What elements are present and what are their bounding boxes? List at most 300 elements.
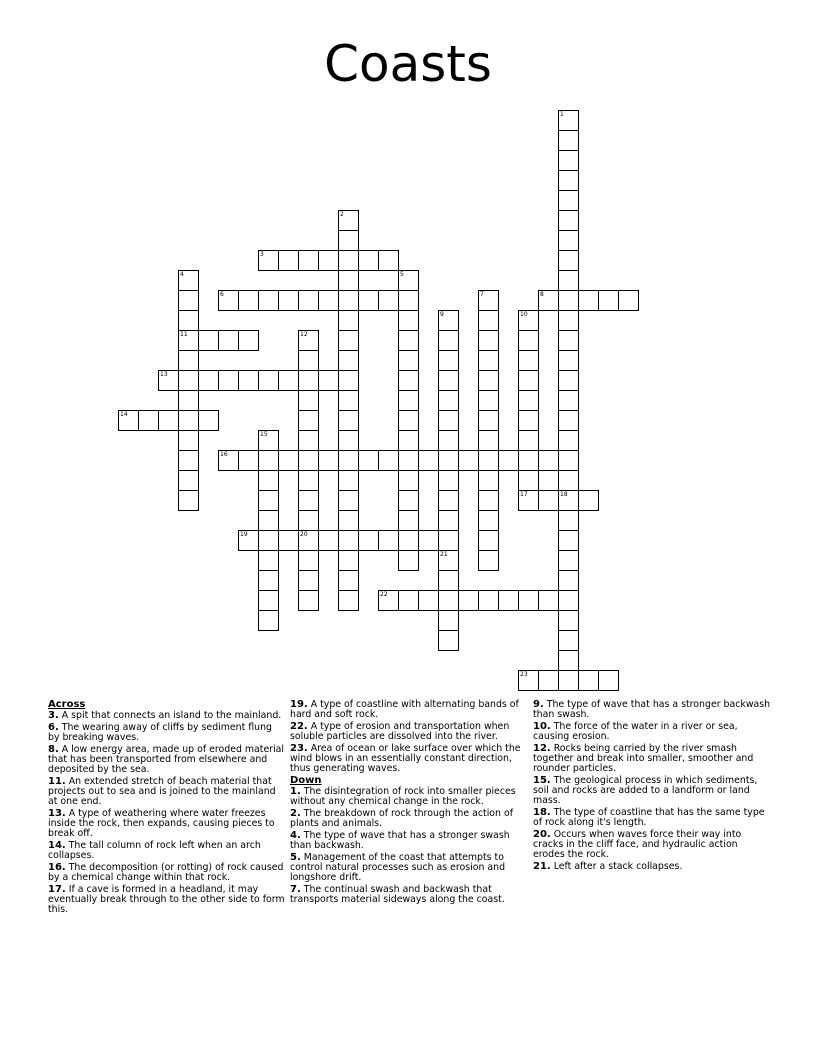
grid-cell[interactable] bbox=[438, 330, 459, 351]
grid-cell[interactable] bbox=[518, 670, 539, 691]
grid-cell[interactable] bbox=[298, 250, 319, 271]
grid-cell[interactable] bbox=[318, 370, 339, 391]
down-clue bbox=[533, 776, 771, 806]
down-clue bbox=[290, 809, 528, 829]
clue-text: The tall column of rock left when an arch collapses. bbox=[48, 840, 261, 861]
grid-cell[interactable] bbox=[218, 450, 239, 471]
grid-cell[interactable] bbox=[158, 410, 179, 431]
across-clue bbox=[290, 700, 528, 720]
grid-cell[interactable] bbox=[358, 450, 379, 471]
grid-cell[interactable] bbox=[338, 210, 359, 231]
grid-cell[interactable] bbox=[558, 310, 579, 331]
clues-column-3 bbox=[533, 700, 771, 874]
grid-cell[interactable] bbox=[478, 530, 499, 551]
grid-cell[interactable] bbox=[558, 210, 579, 231]
grid-cell[interactable] bbox=[338, 570, 359, 591]
clue-number: 6. bbox=[48, 722, 59, 733]
grid-cell[interactable] bbox=[338, 430, 359, 451]
down-clue bbox=[290, 831, 528, 851]
grid-cell[interactable] bbox=[218, 330, 239, 351]
grid-cell[interactable] bbox=[478, 410, 499, 431]
grid-cell[interactable] bbox=[518, 350, 539, 371]
grid-cell[interactable] bbox=[238, 450, 259, 471]
grid-cell[interactable] bbox=[298, 370, 319, 391]
grid-cell[interactable] bbox=[358, 530, 379, 551]
clue-text: A type of weathering where water freezes inside the rock, then expands, causing pieces to break off. bbox=[48, 808, 275, 839]
clue-number: 15. bbox=[533, 775, 551, 786]
grid-cell[interactable] bbox=[198, 410, 219, 431]
grid-cell[interactable] bbox=[438, 310, 459, 331]
across-clue bbox=[48, 711, 286, 721]
grid-cell[interactable] bbox=[538, 590, 559, 611]
grid-cell[interactable] bbox=[558, 510, 579, 531]
grid-cell[interactable] bbox=[258, 610, 279, 631]
clue-number: 5 bbox=[400, 271, 404, 278]
grid-cell[interactable] bbox=[558, 590, 579, 611]
clue-number: 17. bbox=[48, 884, 66, 895]
grid-cell[interactable] bbox=[318, 250, 339, 271]
grid-cell[interactable] bbox=[438, 350, 459, 371]
grid-cell[interactable] bbox=[518, 470, 539, 491]
grid-cell[interactable] bbox=[338, 330, 359, 351]
clue-text: An extended stretch of beach material that projects out to sea and is joined to the mainland at one end. bbox=[48, 776, 276, 807]
across-clue bbox=[48, 863, 286, 883]
grid-cell[interactable] bbox=[298, 530, 319, 551]
grid-cell[interactable] bbox=[478, 470, 499, 491]
grid-cell[interactable] bbox=[598, 290, 619, 311]
across-clue bbox=[48, 809, 286, 839]
grid-cell[interactable] bbox=[558, 470, 579, 491]
grid-cell[interactable] bbox=[578, 670, 599, 691]
clue-text: The type of wave that has a stronger backwash than swash. bbox=[533, 699, 771, 720]
grid-cell[interactable] bbox=[178, 290, 199, 311]
clue-number: 12 bbox=[300, 331, 308, 338]
grid-cell[interactable] bbox=[238, 290, 259, 311]
down-clue-list-part-1 bbox=[290, 787, 528, 905]
grid-cell[interactable] bbox=[558, 570, 579, 591]
clue-number: 4. bbox=[290, 830, 301, 841]
grid-cell[interactable] bbox=[158, 370, 179, 391]
grid-cell[interactable] bbox=[258, 530, 279, 551]
grid-cell[interactable] bbox=[358, 250, 379, 271]
grid-cell[interactable] bbox=[338, 590, 359, 611]
grid-cell[interactable] bbox=[338, 350, 359, 371]
grid-cell[interactable] bbox=[178, 310, 199, 331]
grid-cell[interactable] bbox=[238, 530, 259, 551]
grid-cell[interactable] bbox=[258, 490, 279, 511]
grid-cell[interactable] bbox=[558, 290, 579, 311]
grid-cell[interactable] bbox=[518, 310, 539, 331]
grid-cell[interactable] bbox=[278, 530, 299, 551]
grid-cell[interactable] bbox=[538, 670, 559, 691]
clue-number: 2 bbox=[340, 211, 344, 218]
grid-cell[interactable] bbox=[258, 470, 279, 491]
grid-cell[interactable] bbox=[198, 370, 219, 391]
across-clue bbox=[290, 744, 528, 774]
grid-cell[interactable] bbox=[298, 330, 319, 351]
across-clue bbox=[48, 885, 286, 915]
grid-cell[interactable] bbox=[338, 450, 359, 471]
clues-column-1 bbox=[48, 700, 286, 917]
grid-cell[interactable] bbox=[298, 550, 319, 571]
grid-cell[interactable] bbox=[558, 110, 579, 131]
grid-cell[interactable] bbox=[398, 470, 419, 491]
grid-cell[interactable] bbox=[258, 570, 279, 591]
clue-text: Rocks being carried by the river smash together and break into smaller, smoother and rounder particles. bbox=[533, 743, 754, 774]
grid-cell[interactable] bbox=[378, 590, 399, 611]
clue-text: Management of the coast that attempts to control natural processes such as erosion and longshore drift. bbox=[290, 852, 506, 883]
puzzle-title: Coasts bbox=[324, 35, 492, 93]
clue-text: A type of erosion and transportation when soluble particles are dissolved into the river. bbox=[290, 721, 510, 742]
grid-cell[interactable] bbox=[398, 510, 419, 531]
clue-text: The decomposition (or rotting) of rock caused by a chemical change within that rock. bbox=[48, 862, 284, 883]
grid-cell[interactable] bbox=[298, 490, 319, 511]
clue-number: 18 bbox=[560, 491, 568, 498]
clue-number: 23 bbox=[520, 671, 528, 678]
grid-cell[interactable] bbox=[558, 330, 579, 351]
grid-cell[interactable] bbox=[558, 230, 579, 251]
grid-cell[interactable] bbox=[558, 530, 579, 551]
clue-number: 20 bbox=[300, 531, 308, 538]
grid-cell[interactable] bbox=[438, 410, 459, 431]
grid-cell[interactable] bbox=[438, 490, 459, 511]
clue-number: 19 bbox=[240, 531, 248, 538]
grid-cell[interactable] bbox=[518, 430, 539, 451]
grid-cell[interactable] bbox=[478, 590, 499, 611]
grid-cell[interactable] bbox=[438, 390, 459, 411]
clue-text: The type of coastline that has the same type of rock along it's length. bbox=[533, 807, 765, 828]
grid-cell[interactable] bbox=[278, 290, 299, 311]
grid-cell[interactable] bbox=[178, 350, 199, 371]
clue-number: 6 bbox=[220, 291, 224, 298]
grid-cell[interactable] bbox=[338, 470, 359, 491]
grid-cell[interactable] bbox=[258, 550, 279, 571]
clue-number: 22 bbox=[380, 591, 388, 598]
across-clue-list-part-1 bbox=[48, 711, 286, 915]
grid-cell[interactable] bbox=[398, 290, 419, 311]
grid-cell[interactable] bbox=[178, 450, 199, 471]
clue-number: 14. bbox=[48, 840, 66, 851]
clue-number: 16 bbox=[220, 451, 228, 458]
grid-cell[interactable] bbox=[298, 510, 319, 531]
clue-text: Area of ocean or lake surface over which the wind blows in an essentially constant direction, thus generating waves. bbox=[290, 743, 521, 774]
grid-cell[interactable] bbox=[278, 450, 299, 471]
grid-cell[interactable] bbox=[338, 250, 359, 271]
grid-cell[interactable] bbox=[258, 510, 279, 531]
clue-number: 13 bbox=[160, 371, 168, 378]
grid-cell[interactable] bbox=[438, 430, 459, 451]
grid-cell[interactable] bbox=[558, 390, 579, 411]
clue-number: 11 bbox=[180, 331, 188, 338]
grid-cell[interactable] bbox=[478, 430, 499, 451]
clue-number: 23. bbox=[290, 743, 308, 754]
grid-cell[interactable] bbox=[338, 510, 359, 531]
clue-number: 1. bbox=[290, 786, 301, 797]
grid-cell[interactable] bbox=[558, 170, 579, 191]
grid-cell[interactable] bbox=[398, 270, 419, 291]
grid-cell[interactable] bbox=[238, 330, 259, 351]
grid-cell[interactable] bbox=[338, 270, 359, 291]
grid-cell[interactable] bbox=[298, 590, 319, 611]
grid-cell[interactable] bbox=[338, 530, 359, 551]
grid-cell[interactable] bbox=[398, 550, 419, 571]
grid-cell[interactable] bbox=[478, 350, 499, 371]
grid-cell[interactable] bbox=[238, 370, 259, 391]
across-heading: Across bbox=[48, 699, 86, 710]
grid-cell[interactable] bbox=[298, 430, 319, 451]
clue-number: 7 bbox=[480, 291, 484, 298]
across-clue bbox=[290, 722, 528, 742]
clue-number: 1 bbox=[560, 111, 564, 118]
grid-cell[interactable] bbox=[438, 550, 459, 571]
grid-cell[interactable] bbox=[338, 290, 359, 311]
clue-number: 13. bbox=[48, 808, 66, 819]
grid-cell[interactable] bbox=[398, 450, 419, 471]
grid-cell[interactable] bbox=[518, 490, 539, 511]
grid-cell[interactable] bbox=[438, 630, 459, 651]
grid-cell[interactable] bbox=[618, 290, 639, 311]
grid-cell[interactable] bbox=[478, 310, 499, 331]
grid-cell[interactable] bbox=[338, 550, 359, 571]
down-heading: Down bbox=[290, 775, 322, 786]
grid-cell[interactable] bbox=[398, 390, 419, 411]
clue-number: 3 bbox=[260, 251, 264, 258]
clue-number: 5. bbox=[290, 852, 301, 863]
grid-cell[interactable] bbox=[318, 290, 339, 311]
grid-cell[interactable] bbox=[558, 250, 579, 271]
grid-cell[interactable] bbox=[458, 450, 479, 471]
grid-cell[interactable] bbox=[478, 290, 499, 311]
down-clue bbox=[290, 853, 528, 883]
down-clue-list-part-2 bbox=[533, 700, 771, 872]
grid-cell[interactable] bbox=[558, 270, 579, 291]
grid-cell[interactable] bbox=[178, 330, 199, 351]
clue-text: The type of wave that has a stronger swash than backwash. bbox=[290, 830, 510, 851]
grid-cell[interactable] bbox=[578, 290, 599, 311]
down-clue bbox=[533, 830, 771, 860]
across-clue bbox=[48, 745, 286, 775]
grid-cell[interactable] bbox=[338, 390, 359, 411]
grid-cell[interactable] bbox=[558, 630, 579, 651]
grid-cell[interactable] bbox=[298, 570, 319, 591]
grid-cell[interactable] bbox=[438, 610, 459, 631]
clues-column-2 bbox=[290, 700, 528, 907]
grid-cell[interactable] bbox=[178, 410, 199, 431]
clue-number: 14 bbox=[120, 411, 128, 418]
grid-cell[interactable] bbox=[178, 370, 199, 391]
grid-cell[interactable] bbox=[298, 350, 319, 371]
grid-cell[interactable] bbox=[258, 450, 279, 471]
across-clue bbox=[48, 841, 286, 861]
grid-cell[interactable] bbox=[558, 190, 579, 211]
grid-cell[interactable] bbox=[258, 370, 279, 391]
grid-cell[interactable] bbox=[418, 530, 439, 551]
clue-number: 11. bbox=[48, 776, 66, 787]
grid-cell[interactable] bbox=[318, 530, 339, 551]
grid-cell[interactable] bbox=[558, 150, 579, 171]
grid-cell[interactable] bbox=[258, 250, 279, 271]
down-clue bbox=[290, 885, 528, 905]
grid-cell[interactable] bbox=[178, 470, 199, 491]
clue-number: 19. bbox=[290, 699, 308, 710]
grid-cell[interactable] bbox=[398, 330, 419, 351]
clue-text: The geological process in which sediments, soil and rocks are added to a landform or land mass. bbox=[533, 775, 758, 806]
clue-number: 3. bbox=[48, 710, 59, 721]
grid-cell[interactable] bbox=[478, 490, 499, 511]
grid-cell[interactable] bbox=[378, 290, 399, 311]
clue-text: A spit that connects an island to the mainland. bbox=[58, 710, 282, 721]
clue-number: 10 bbox=[520, 311, 528, 318]
grid-cell[interactable] bbox=[418, 450, 439, 471]
clue-number: 9. bbox=[533, 699, 544, 710]
grid-cell[interactable] bbox=[498, 590, 519, 611]
grid-cell[interactable] bbox=[538, 450, 559, 471]
grid-cell[interactable] bbox=[178, 430, 199, 451]
grid-cell[interactable] bbox=[458, 590, 479, 611]
clue-number: 7. bbox=[290, 884, 301, 895]
clue-text: Occurs when waves force their way into cracks in the cliff face, and hydraulic action erodes the rock. bbox=[533, 829, 742, 860]
clue-number: 20. bbox=[533, 829, 551, 840]
grid-cell[interactable] bbox=[278, 370, 299, 391]
grid-cell[interactable] bbox=[498, 450, 519, 471]
clue-text: The breakdown of rock through the action of plants and animals. bbox=[290, 808, 513, 829]
grid-cell[interactable] bbox=[518, 330, 539, 351]
grid-cell[interactable] bbox=[438, 370, 459, 391]
grid-cell[interactable] bbox=[558, 370, 579, 391]
clue-text: The disintegration of rock into smaller pieces without any chemical change in the rock. bbox=[290, 786, 516, 807]
grid-cell[interactable] bbox=[438, 510, 459, 531]
grid-cell[interactable] bbox=[338, 310, 359, 331]
grid-cell[interactable] bbox=[178, 270, 199, 291]
grid-cell[interactable] bbox=[478, 450, 499, 471]
grid-cell[interactable] bbox=[258, 430, 279, 451]
grid-cell[interactable] bbox=[558, 650, 579, 671]
grid-cell[interactable] bbox=[298, 290, 319, 311]
grid-cell[interactable] bbox=[298, 450, 319, 471]
clue-number: 22. bbox=[290, 721, 308, 732]
grid-cell[interactable] bbox=[338, 370, 359, 391]
down-clue bbox=[533, 700, 771, 720]
grid-cell[interactable] bbox=[398, 530, 419, 551]
down-clue bbox=[533, 722, 771, 742]
down-clue bbox=[290, 787, 528, 807]
clue-number: 21 bbox=[440, 551, 448, 558]
grid-cell[interactable] bbox=[398, 590, 419, 611]
grid-cell[interactable] bbox=[338, 410, 359, 431]
grid-cell[interactable] bbox=[438, 570, 459, 591]
clue-text: Left after a stack collapses. bbox=[550, 861, 683, 872]
clue-number: 2. bbox=[290, 808, 301, 819]
grid-cell[interactable] bbox=[358, 290, 379, 311]
clue-number: 15 bbox=[260, 431, 268, 438]
grid-cell[interactable] bbox=[398, 350, 419, 371]
grid-cell[interactable] bbox=[518, 410, 539, 431]
grid-cell[interactable] bbox=[398, 430, 419, 451]
grid-cell[interactable] bbox=[478, 370, 499, 391]
grid-cell[interactable] bbox=[338, 490, 359, 511]
clue-text: The force of the water in a river or sea, causing erosion. bbox=[533, 721, 738, 742]
grid-cell[interactable] bbox=[258, 290, 279, 311]
grid-cell[interactable] bbox=[318, 450, 339, 471]
grid-cell[interactable] bbox=[558, 130, 579, 151]
grid-cell[interactable] bbox=[558, 610, 579, 631]
grid-cell[interactable] bbox=[598, 670, 619, 691]
clue-number: 16. bbox=[48, 862, 66, 873]
clue-number: 21. bbox=[533, 861, 551, 872]
grid-cell[interactable] bbox=[558, 490, 579, 511]
grid-cell[interactable] bbox=[438, 450, 459, 471]
down-clue bbox=[533, 744, 771, 774]
clue-number: 8. bbox=[48, 744, 59, 755]
grid-cell[interactable] bbox=[138, 410, 159, 431]
clue-number: 10. bbox=[533, 721, 551, 732]
grid-cell[interactable] bbox=[218, 370, 239, 391]
grid-cell[interactable] bbox=[478, 550, 499, 571]
across-clue bbox=[48, 777, 286, 807]
clue-text: The wearing away of cliffs by sediment flung by breaking waves. bbox=[48, 722, 272, 743]
grid-cell[interactable] bbox=[118, 410, 139, 431]
grid-cell[interactable] bbox=[438, 470, 459, 491]
across-clue bbox=[48, 723, 286, 743]
grid-cell[interactable] bbox=[298, 410, 319, 431]
grid-cell[interactable] bbox=[178, 390, 199, 411]
grid-cell[interactable] bbox=[538, 490, 559, 511]
across-clue-list-part-2 bbox=[290, 700, 528, 774]
grid-cell[interactable] bbox=[298, 390, 319, 411]
grid-cell[interactable] bbox=[338, 230, 359, 251]
grid-cell[interactable] bbox=[398, 370, 419, 391]
grid-cell[interactable] bbox=[538, 290, 559, 311]
clue-number: 4 bbox=[180, 271, 184, 278]
grid-cell[interactable] bbox=[438, 530, 459, 551]
grid-cell[interactable] bbox=[378, 530, 399, 551]
grid-cell[interactable] bbox=[478, 510, 499, 531]
grid-cell[interactable] bbox=[298, 470, 319, 491]
grid-cell[interactable] bbox=[558, 350, 579, 371]
grid-cell[interactable] bbox=[558, 670, 579, 691]
grid-cell[interactable] bbox=[558, 410, 579, 431]
grid-cell[interactable] bbox=[578, 490, 599, 511]
grid-cell[interactable] bbox=[558, 430, 579, 451]
grid-cell[interactable] bbox=[518, 370, 539, 391]
grid-cell[interactable] bbox=[558, 450, 579, 471]
clue-number: 9 bbox=[440, 311, 444, 318]
clue-text: A type of coastline with alternating bands of hard and soft rock. bbox=[290, 699, 519, 720]
grid-cell[interactable] bbox=[478, 330, 499, 351]
grid-cell[interactable] bbox=[438, 590, 459, 611]
grid-cell[interactable] bbox=[398, 410, 419, 431]
grid-cell[interactable] bbox=[398, 310, 419, 331]
grid-cell[interactable] bbox=[398, 490, 419, 511]
clue-number: 18. bbox=[533, 807, 551, 818]
grid-cell[interactable] bbox=[518, 390, 539, 411]
clue-text: If a cave is formed in a headland, it may eventually break through to the other side to form this. bbox=[48, 884, 285, 915]
grid-cell[interactable] bbox=[198, 330, 219, 351]
grid-cell[interactable] bbox=[418, 590, 439, 611]
grid-cell[interactable] bbox=[278, 250, 299, 271]
grid-cell[interactable] bbox=[518, 590, 539, 611]
grid-cell[interactable] bbox=[558, 550, 579, 571]
grid-cell[interactable] bbox=[378, 250, 399, 271]
clue-number: 17 bbox=[520, 491, 528, 498]
grid-cell[interactable] bbox=[178, 490, 199, 511]
grid-cell[interactable] bbox=[218, 290, 239, 311]
grid-cell[interactable] bbox=[258, 590, 279, 611]
grid-cell[interactable] bbox=[478, 390, 499, 411]
grid-cell[interactable] bbox=[378, 450, 399, 471]
grid-cell[interactable] bbox=[518, 450, 539, 471]
clue-text: The continual swash and backwash that transports material sideways along the coast. bbox=[290, 884, 505, 905]
